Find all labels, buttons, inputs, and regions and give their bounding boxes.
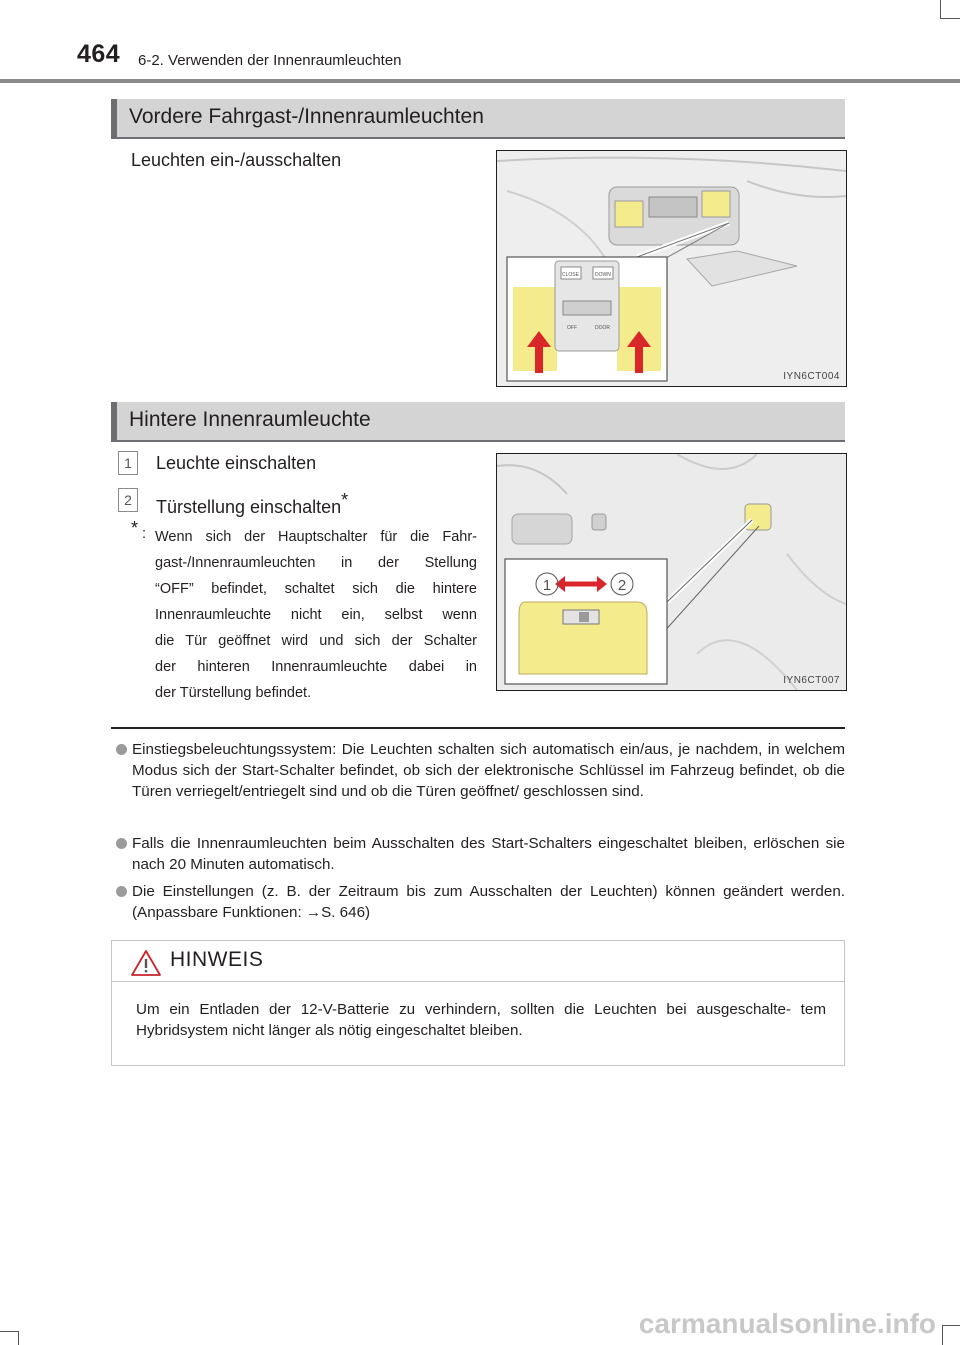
- callout-1: 1: [542, 577, 552, 594]
- close-label: CLOSE: [562, 272, 579, 278]
- footnote-line: der Türstellung befindet.: [155, 685, 312, 701]
- footnote-text: [155, 524, 477, 706]
- notice-text: Um ein Entladen der 12-V-Batterie zu verhindern, sollten die Leuchten bei ausgeschalte- tem Hybridsystem nicht länger als nötig eingeschaltet bleiben.: [136, 1001, 826, 1039]
- bullet-icon: [116, 886, 127, 897]
- notice-title: HINWEIS: [170, 948, 264, 971]
- footnote-line: Innenraumleuchte nicht ein, selbst wenn: [155, 607, 477, 623]
- rear-light-drawing: [497, 454, 846, 690]
- watermark: carmanualsonline.info: [638, 1308, 936, 1339]
- section-title-text: Hintere Innenraumleuchte: [129, 408, 371, 431]
- bullet-icon: [116, 838, 127, 849]
- crop-mark: [0, 1331, 18, 1332]
- info-bullet: Falls die Innenraumleuchten beim Ausschalten des Start-Schalters eingeschaltet bleiben, erlöschen sie nach 20 Minuten automatisch.: [132, 833, 845, 875]
- front-lights-drawing: [497, 151, 846, 386]
- crop-mark: [942, 1325, 960, 1326]
- notice-box: [111, 940, 845, 1066]
- crop-mark: [942, 1325, 943, 1345]
- info-bullet: Die Einstellungen (z. B. der Zeitraum bis zum Ausschalten der Leuchten) können geändert werden. (Anpassbare Funktionen: →S. 646): [132, 881, 845, 923]
- header-rule: [0, 79, 960, 83]
- bullet-icon: [116, 744, 127, 755]
- info-bullet: Einstiegsbeleuchtungssystem: Die Leuchten schalten sich automatisch ein/aus, je nachdem, in welchem Modus sich der Start-Schalter befindet, ob sich der elektronische Schlüssel im Fahrzeug befindet, ob die Türen verriegelt/entriegelt sind und ob die Türen geöffnet/ geschlossen sind.: [132, 739, 845, 802]
- rear-light-illustration: [496, 453, 847, 691]
- down-label: DOWN: [595, 272, 611, 278]
- door-label: DOOR: [595, 325, 610, 331]
- front-lights-illustration: [496, 150, 847, 387]
- running-header: 6-2. Verwenden der Innenraumleuchten: [138, 52, 402, 69]
- crop-mark: [18, 1331, 19, 1345]
- footnote-line: die Tür geöffnet wird und sich der Schalter: [155, 633, 477, 649]
- page-number: 464: [77, 40, 121, 68]
- footnote-line: der hinteren Innenraumleuchte dabei in: [155, 659, 477, 675]
- section-separator: [111, 727, 845, 729]
- figure-code: IYN6CT004: [783, 371, 840, 382]
- step-number-1: 1: [118, 451, 138, 475]
- step-text-2: Türstellung einschalten*: [156, 490, 349, 517]
- footnote-marker: *: [341, 490, 349, 510]
- footnote-line: Wenn sich der Hauptschalter für die Fahr-: [155, 529, 477, 545]
- step-text-1: Leuchte einschalten: [156, 453, 317, 473]
- warning-icon: [130, 949, 162, 977]
- instruction-text: Leuchten ein-/ausschalten: [131, 150, 342, 170]
- footnote-line: gast-/Innenraumleuchten in der Stellung: [155, 555, 477, 571]
- section-title-front-lights: [111, 99, 845, 137]
- section-title-text: Vordere Fahrgast-/Innenraumleuchten: [129, 105, 484, 128]
- footnote-star: *: [131, 518, 139, 538]
- crop-mark: [940, 0, 941, 18]
- step-number-2: 2: [118, 488, 138, 512]
- off-label: OFF: [567, 325, 577, 331]
- callout-2: 2: [617, 577, 627, 594]
- footnote-line: “OFF” befindet, schaltet sich die hintere: [155, 581, 477, 597]
- section-title-rear-light: [111, 402, 845, 440]
- footnote-colon: :: [142, 526, 147, 542]
- notice-divider: [112, 981, 844, 982]
- figure-code: IYN6CT007: [783, 675, 840, 686]
- crop-mark: [940, 18, 960, 19]
